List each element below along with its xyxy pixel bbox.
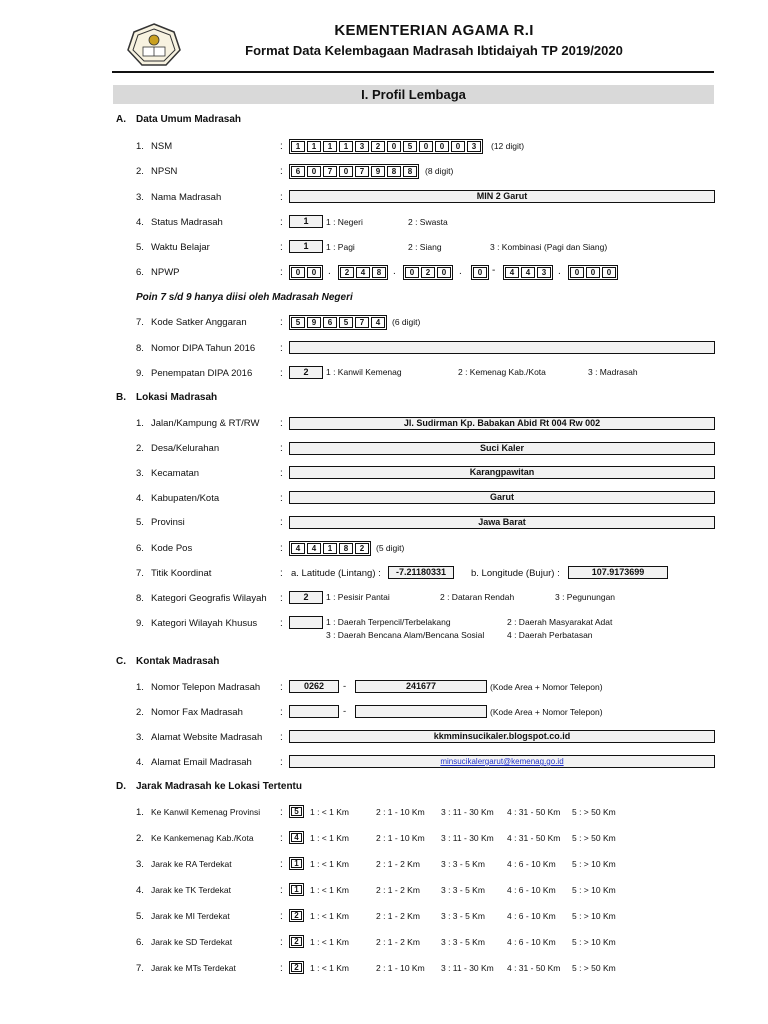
npsn-digit: 0 <box>339 166 353 177</box>
provinsi-label: Provinsi <box>151 517 185 528</box>
distance-option: 5 : > 50 Km <box>572 807 616 817</box>
distance-value: 4 <box>291 833 302 842</box>
distance-option: 2 : 1 - 10 Km <box>376 807 425 817</box>
distance-label: Jarak ke TK Terdekat <box>151 885 232 895</box>
distance-option: 1 : < 1 Km <box>310 911 349 921</box>
email-label: Alamat Email Madrasah <box>151 757 252 768</box>
npwp-separator: . <box>459 266 462 277</box>
poin-note: Poin 7 s/d 9 hanya diisi oleh Madrasah Negeri <box>136 292 353 303</box>
nsm-note: (12 digit) <box>491 141 525 151</box>
nsm-digit: 0 <box>451 141 465 152</box>
npsn-digit: 7 <box>323 166 337 177</box>
colon: : <box>280 468 283 479</box>
npwp-digit: 4 <box>521 267 535 278</box>
distance-option: 3 : 11 - 30 Km <box>441 963 494 973</box>
section-c-title: Kontak Madrasah <box>136 656 220 667</box>
item-num: 2. <box>136 833 144 844</box>
npwp-digit: 0 <box>586 267 600 278</box>
item-num: 5. <box>136 242 144 253</box>
colon: : <box>280 885 283 896</box>
geografis-option: 1 : Pesisir Pantai <box>326 592 390 602</box>
satker-digit: 6 <box>323 317 337 328</box>
colon: : <box>280 493 283 504</box>
colon: : <box>280 568 283 579</box>
colon: : <box>280 368 283 379</box>
npwp-separator: . <box>558 266 561 277</box>
kodepos-digit: 1 <box>323 543 337 554</box>
penempatan-option: 2 : Kemenag Kab./Kota <box>458 367 546 377</box>
item-num: 8. <box>136 593 144 604</box>
khusus-option: 3 : Daerah Bencana Alam/Bencana Sosial <box>326 630 485 640</box>
distance-option: 5 : > 10 Km <box>572 937 616 947</box>
npsn-digits[interactable] <box>289 164 419 179</box>
page-subtitle: Format Data Kelembagaan Madrasah Ibtidaiyah TP 2019/2020 <box>245 43 623 58</box>
distance-option: 2 : 1 - 10 Km <box>376 963 425 973</box>
distance-option: 1 : < 1 Km <box>310 807 349 817</box>
item-num: 7. <box>136 568 144 579</box>
npwp-digit: 0 <box>437 267 451 278</box>
npwp-group[interactable] <box>289 265 323 280</box>
waktu-belajar-field[interactable]: 1 <box>289 240 323 253</box>
distance-label: Jarak ke SD Terdekat <box>151 937 233 947</box>
item-num: 7. <box>136 963 144 974</box>
waktu-option: 1 : Pagi <box>326 242 355 252</box>
satker-label: Kode Satker Anggaran <box>151 317 247 328</box>
distance-option: 5 : > 10 Km <box>572 885 616 895</box>
satker-digits[interactable] <box>289 315 387 330</box>
status-option: 1 : Negeri <box>326 217 363 227</box>
distance-option: 5 : > 50 Km <box>572 833 616 843</box>
distance-option: 2 : 1 - 2 Km <box>376 885 420 895</box>
section-c-letter: C. <box>116 656 126 667</box>
item-num: 1. <box>136 418 144 429</box>
fax-label: Nomor Fax Madrasah <box>151 707 243 718</box>
nsm-digit: 0 <box>419 141 433 152</box>
item-num: 9. <box>136 368 144 379</box>
colon: : <box>280 618 283 629</box>
npsn-digit: 8 <box>387 166 401 177</box>
npwp-digit: 0 <box>405 267 419 278</box>
kecamatan-field[interactable]: Karangpawitan <box>289 466 715 479</box>
khusus-field[interactable] <box>289 616 323 629</box>
colon: : <box>280 166 283 177</box>
telepon-note: (Kode Area + Nomor Telepon) <box>490 682 603 692</box>
npwp-separator: . <box>393 266 396 277</box>
distance-value: 1 <box>291 885 302 894</box>
geografis-label: Kategori Geografis Wilayah <box>151 593 267 604</box>
distance-value: 2 <box>291 911 302 920</box>
distance-option: 4 : 6 - 10 Km <box>507 859 556 869</box>
penempatan-option: 3 : Madrasah <box>588 367 638 377</box>
distance-option: 5 : > 10 Km <box>572 911 616 921</box>
distance-value: 1 <box>291 859 302 868</box>
item-num: 2. <box>136 166 144 177</box>
khusus-option: 2 : Daerah Masyarakat Adat <box>507 617 613 627</box>
npsn-label: NPSN <box>151 166 178 177</box>
item-num: 1. <box>136 141 144 152</box>
nsm-digit: 2 <box>371 141 385 152</box>
satker-digit: 5 <box>339 317 353 328</box>
item-num: 4. <box>136 885 144 896</box>
status-madrasah-label: Status Madrasah <box>151 217 223 228</box>
page-title: KEMENTERIAN AGAMA R.I <box>334 22 534 39</box>
npwp-group[interactable] <box>503 265 553 280</box>
latitude-label: a. Latitude (Lintang) : <box>291 568 381 579</box>
fax-area-field[interactable] <box>289 705 339 718</box>
npwp-group[interactable] <box>403 265 453 280</box>
colon: : <box>280 757 283 768</box>
npwp-digit: 8 <box>372 267 386 278</box>
distance-option: 1 : < 1 Km <box>310 885 349 895</box>
distance-option: 3 : 11 - 30 Km <box>441 833 494 843</box>
nsm-label: NSM <box>151 141 173 152</box>
item-num: 5. <box>136 517 144 528</box>
section-b-title: Lokasi Madrasah <box>136 392 218 403</box>
desa-label: Desa/Kelurahan <box>151 443 220 454</box>
npsn-digit: 8 <box>403 166 417 177</box>
distance-option: 3 : 3 - 5 Km <box>441 937 485 947</box>
fax-dash: - <box>343 706 347 717</box>
khusus-label: Kategori Wilayah Khusus <box>151 618 258 629</box>
item-num: 2. <box>136 707 144 718</box>
jalan-field[interactable]: Jl. Sudirman Kp. Babakan Abid Rt 004 Rw 002 <box>289 417 715 430</box>
item-num: 4. <box>136 217 144 228</box>
colon: : <box>280 937 283 948</box>
geografis-option: 3 : Pegunungan <box>555 592 616 602</box>
distance-option: 4 : 31 - 50 Km <box>507 963 561 973</box>
distance-value: 5 <box>291 807 302 816</box>
item-num: 3. <box>136 192 144 203</box>
npwp-digit: 0 <box>570 267 584 278</box>
distance-option: 3 : 3 - 5 Km <box>441 911 485 921</box>
nsm-digit: 1 <box>291 141 305 152</box>
kodepos-digit: 4 <box>307 543 321 554</box>
kabupaten-label: Kabupaten/Kota <box>151 493 220 504</box>
longitude-field[interactable]: 107.9173699 <box>568 566 668 579</box>
colon: : <box>280 242 283 253</box>
item-num: 3. <box>136 468 144 479</box>
colon: : <box>280 343 283 354</box>
geografis-field[interactable]: 2 <box>289 591 323 604</box>
section-b-letter: B. <box>116 392 126 403</box>
satker-digit: 9 <box>307 317 321 328</box>
nsm-digits[interactable] <box>289 139 483 154</box>
section-d-letter: D. <box>116 781 126 792</box>
desa-field[interactable]: Suci Kaler <box>289 442 715 455</box>
colon: : <box>280 517 283 528</box>
distance-option: 4 : 31 - 50 Km <box>507 833 561 843</box>
colon: : <box>280 859 283 870</box>
item-num: 5. <box>136 911 144 922</box>
npsn-digit: 7 <box>355 166 369 177</box>
npwp-digit: 2 <box>340 267 354 278</box>
jalan-label: Jalan/Kampung & RT/RW <box>151 418 260 429</box>
npsn-digit: 9 <box>371 166 385 177</box>
item-num: 6. <box>136 937 144 948</box>
satker-digit: 5 <box>291 317 305 328</box>
npsn-digit: 0 <box>307 166 321 177</box>
distance-field[interactable] <box>289 909 304 922</box>
colon: : <box>280 707 283 718</box>
distance-field[interactable] <box>289 805 304 818</box>
item-num: 9. <box>136 618 144 629</box>
npwp-group[interactable] <box>338 265 388 280</box>
satker-digit: 7 <box>355 317 369 328</box>
nsm-digit: 1 <box>339 141 353 152</box>
nsm-digit: 0 <box>387 141 401 152</box>
item-num: 1. <box>136 807 144 818</box>
colon: : <box>280 317 283 328</box>
distance-option: 1 : < 1 Km <box>310 859 349 869</box>
npwp-digit: 0 <box>291 267 305 278</box>
penempatan-option: 1 : Kanwil Kemenag <box>326 367 402 377</box>
distance-value: 2 <box>291 937 302 946</box>
distance-value: 2 <box>291 963 302 972</box>
distance-option: 4 : 6 - 10 Km <box>507 885 556 895</box>
distance-label: Jarak ke RA Terdekat <box>151 859 232 869</box>
waktu-belajar-label: Waktu Belajar <box>151 242 210 253</box>
npwp-digit: 3 <box>537 267 551 278</box>
latitude-field[interactable]: -7.21180331 <box>388 566 454 579</box>
npwp-digit: 0 <box>602 267 616 278</box>
status-madrasah-field[interactable]: 1 <box>289 215 323 228</box>
distance-option: 3 : 3 - 5 Km <box>441 885 485 895</box>
colon: : <box>280 443 283 454</box>
kodepos-digit: 8 <box>339 543 353 554</box>
kodepos-note: (5 digit) <box>376 543 405 553</box>
npsn-digit: 6 <box>291 166 305 177</box>
npwp-digit: 4 <box>356 267 370 278</box>
geografis-option: 2 : Dataran Rendah <box>440 592 515 602</box>
distance-field[interactable] <box>289 831 304 844</box>
satker-digit: 4 <box>371 317 385 328</box>
kodepos-digit: 2 <box>355 543 369 554</box>
npwp-digit: 0 <box>307 267 321 278</box>
nsm-digit: 3 <box>467 141 481 152</box>
distance-option: 1 : < 1 Km <box>310 833 349 843</box>
koordinat-label: Titik Koordinat <box>151 568 212 579</box>
item-num: 4. <box>136 493 144 504</box>
nama-madrasah-field[interactable]: MIN 2 Garut <box>289 190 715 203</box>
distance-field[interactable] <box>289 935 304 948</box>
kodepos-label: Kode Pos <box>151 543 193 554</box>
distance-option: 2 : 1 - 2 Km <box>376 911 420 921</box>
telepon-number-field[interactable]: 241677 <box>355 680 487 693</box>
distance-option: 1 : < 1 Km <box>310 937 349 947</box>
npwp-label: NPWP <box>151 267 180 278</box>
distance-field[interactable] <box>289 961 304 974</box>
distance-option: 4 : 6 - 10 Km <box>507 937 556 947</box>
distance-option: 4 : 31 - 50 Km <box>507 807 561 817</box>
website-field[interactable]: kkmminsucikaler.blogspot.co.id <box>289 730 715 743</box>
colon: : <box>280 682 283 693</box>
colon: : <box>280 911 283 922</box>
npwp-separator: . <box>328 266 331 277</box>
colon: : <box>280 418 283 429</box>
telepon-dash: - <box>343 681 347 692</box>
email-field[interactable]: minsucikalergarut@kemenag.go.id <box>289 755 715 768</box>
distance-label: Ke Kanwil Kemenag Provinsi <box>151 807 261 817</box>
colon: : <box>280 833 283 844</box>
penempatan-field[interactable]: 2 <box>289 366 323 379</box>
distance-option: 2 : 1 - 2 Km <box>376 859 420 869</box>
npwp-digit: 0 <box>473 267 487 278</box>
distance-option: 5 : > 50 Km <box>572 963 616 973</box>
khusus-option: 4 : Daerah Perbatasan <box>507 630 593 640</box>
waktu-option: 2 : Siang <box>408 242 442 252</box>
penempatan-label: Penempatan DIPA 2016 <box>151 368 253 379</box>
item-num: 6. <box>136 543 144 554</box>
distance-option: 2 : 1 - 10 Km <box>376 833 425 843</box>
fax-note: (Kode Area + Nomor Telepon) <box>490 707 603 717</box>
dipa-field[interactable] <box>289 341 715 354</box>
distance-option: 4 : 6 - 10 Km <box>507 911 556 921</box>
item-num: 2. <box>136 443 144 454</box>
colon: : <box>280 807 283 818</box>
nama-madrasah-label: Nama Madrasah <box>151 192 222 203</box>
khusus-option: 1 : Daerah Terpencil/Terbelakang <box>326 617 451 627</box>
item-num: 3. <box>136 859 144 870</box>
kabupaten-field[interactable]: Garut <box>289 491 715 504</box>
colon: : <box>280 963 283 974</box>
npwp-group[interactable] <box>568 265 618 280</box>
npwp-separator: - <box>492 265 496 276</box>
header-divider <box>112 71 714 73</box>
item-num: 8. <box>136 343 144 354</box>
distance-label: Ke Kankemenag Kab./Kota <box>151 833 254 843</box>
nsm-digit: 1 <box>307 141 321 152</box>
distance-option: 2 : 1 - 2 Km <box>376 937 420 947</box>
nsm-digit: 0 <box>435 141 449 152</box>
section-a-letter: A. <box>116 114 126 125</box>
nsm-digit: 5 <box>403 141 417 152</box>
item-num: 3. <box>136 732 144 743</box>
distance-field[interactable] <box>289 857 304 870</box>
section-a-title: Data Umum Madrasah <box>136 114 242 125</box>
npsn-note: (8 digit) <box>425 166 454 176</box>
colon: : <box>280 543 283 554</box>
colon: : <box>280 593 283 604</box>
website-label: Alamat Website Madrasah <box>151 732 263 743</box>
status-option: 2 : Swasta <box>408 217 448 227</box>
fax-number-field[interactable] <box>355 705 487 718</box>
item-num: 7. <box>136 317 144 328</box>
distance-label: Jarak ke MI Terdekat <box>151 911 230 921</box>
colon: : <box>280 732 283 743</box>
item-num: 4. <box>136 757 144 768</box>
satker-note: (6 digit) <box>392 317 421 327</box>
section-title-bar: I. Profil Lembaga <box>113 85 714 104</box>
dipa-label: Nomor DIPA Tahun 2016 <box>151 343 256 354</box>
colon: : <box>280 141 283 152</box>
distance-option: 3 : 11 - 30 Km <box>441 807 494 817</box>
section-d-title: Jarak Madrasah ke Lokasi Tertentu <box>136 781 302 792</box>
telepon-label: Nomor Telepon Madrasah <box>151 682 261 693</box>
kecamatan-label: Kecamatan <box>151 468 200 479</box>
distance-label: Jarak ke MTs Terdekat <box>151 963 236 973</box>
npwp-digit: 2 <box>421 267 435 278</box>
colon: : <box>280 267 283 278</box>
npwp-group[interactable] <box>471 265 489 280</box>
telepon-area-field[interactable]: 0262 <box>289 680 339 693</box>
waktu-option: 3 : Kombinasi (Pagi dan Siang) <box>490 242 608 252</box>
npwp-digit: 4 <box>505 267 519 278</box>
item-num: 6. <box>136 267 144 278</box>
nsm-digit: 3 <box>355 141 369 152</box>
colon: : <box>280 217 283 228</box>
item-num: 1. <box>136 682 144 693</box>
distance-field[interactable] <box>289 883 304 896</box>
nsm-digit: 1 <box>323 141 337 152</box>
provinsi-field[interactable]: Jawa Barat <box>289 516 715 529</box>
distance-option: 3 : 3 - 5 Km <box>441 859 485 869</box>
kodepos-digit: 4 <box>291 543 305 554</box>
distance-option: 5 : > 10 Km <box>572 859 616 869</box>
distance-option: 1 : < 1 Km <box>310 963 349 973</box>
longitude-label: b. Longitude (Bujur) : <box>471 568 560 579</box>
kodepos-digits[interactable] <box>289 541 371 556</box>
colon: : <box>280 192 283 203</box>
